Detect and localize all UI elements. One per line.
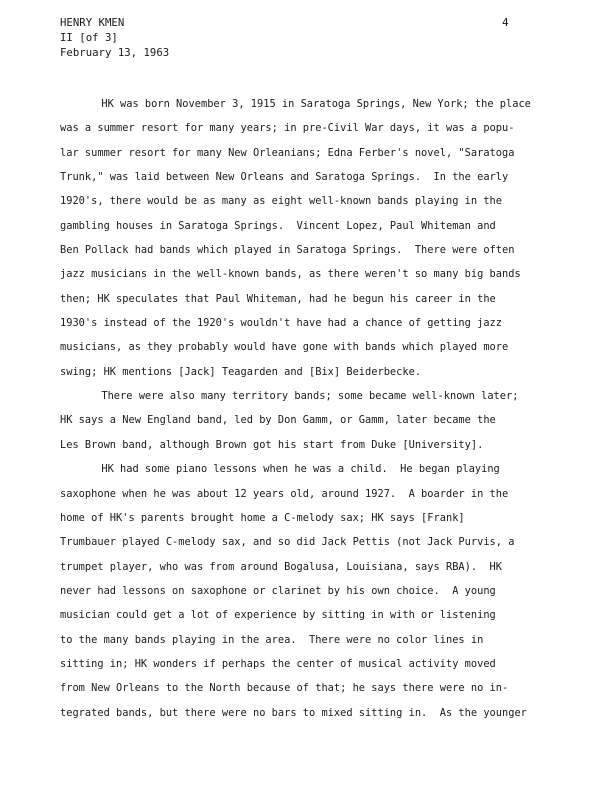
text-line: lar summer resort for many New Orleanians; Edna Ferber's novel, "Saratoga	[60, 145, 515, 159]
interview-date: February 13, 1963	[60, 46, 170, 59]
text-line: Ben Pollack had bands which played in Saratoga Springs. There were often	[60, 243, 515, 257]
text-line: Trumbauer played C-melody sax, and so did Jack Pettis (not Jack Purvis, a	[60, 535, 515, 549]
text-line: tegrated bands, but there were no bars to mixed sitting in. As the younger	[60, 705, 527, 719]
document-header	[60, 15, 173, 60]
interviewee-name: HENRY KMEN	[60, 16, 125, 29]
text-line: musician could get a lot of experience by sitting in with or listening	[60, 608, 496, 622]
text-line: home of HK's parents brought home a C-melody sax; HK says [Frank]	[60, 510, 465, 524]
text-line: jazz musicians in the well-known bands, as there weren't so many big bands	[60, 267, 521, 281]
text-line: HK was born November 3, 1915 in Saratoga Springs, New York; the place	[101, 97, 531, 110]
text-line: never had lessons on saxophone or clarinet by his own choice. A young	[60, 583, 496, 597]
text-line: from New Orleans to the North because of that; he says there were no in-	[60, 681, 509, 695]
page-number: 4	[502, 16, 509, 29]
text-line: gambling houses in Saratoga Springs. Vincent Lopez, Paul Whiteman and	[60, 218, 496, 232]
text-line: There were also many territory bands; some became well-known later;	[101, 389, 519, 403]
text-line: 1930's instead of the 1920's wouldn't have had a chance of getting jazz	[60, 316, 502, 330]
text-line: HK says a New England band, led by Don Gamm, or Gamm, later became the	[60, 413, 496, 427]
text-line: sitting in; HK wonders if perhaps the center of musical activity moved	[60, 656, 496, 670]
text-line: Les Brown band, although Brown got his start from Duke [University].	[60, 437, 484, 451]
text-line: musicians, as they probably would have gone with bands which played more	[60, 340, 509, 354]
text-line: saxophone when he was about 12 years old, around 1927. A boarder in the	[60, 486, 509, 500]
text-line: 1920's, there would be as many as eight well-known bands playing in the	[60, 194, 502, 208]
text-line: HK had some piano lessons when he was a child. He began playing	[101, 462, 500, 476]
text-line: then; HK speculates that Paul Whiteman, had he begun his career in the	[60, 291, 496, 305]
transcript-body	[60, 92, 530, 725]
text-line: Trunk," was laid between New Orleans and Saratoga Springs. In the early	[60, 170, 509, 184]
reel-number: II [of 3]	[60, 31, 118, 44]
text-line: was a summer resort for many years; in pre-Civil War days, it was a popu-	[60, 121, 515, 135]
text-line: trumpet player, who was from around Bogalusa, Louisiana, says RBA). HK	[60, 559, 502, 573]
text-line: to the many bands playing in the area. There were no color lines in	[60, 632, 484, 646]
text-line: swing; HK mentions [Jack] Teagarden and [Bix] Beiderbecke.	[60, 364, 422, 378]
